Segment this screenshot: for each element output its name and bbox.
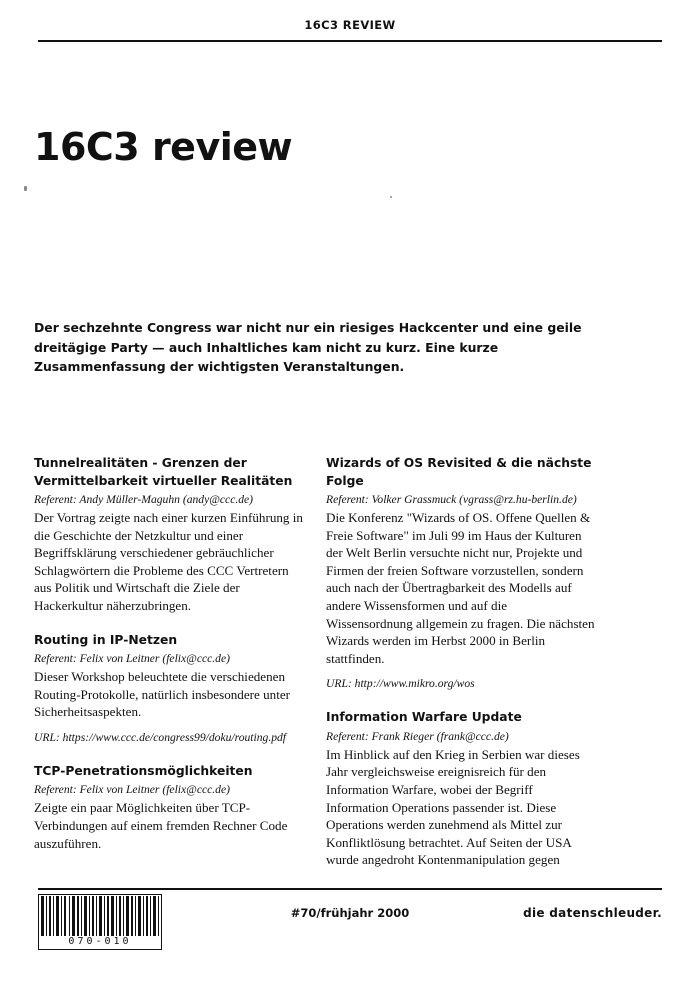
lead-paragraph: Der sechzehnte Congress war nicht nur ein riesiges Hackcenter und eine geile dreitägige Party — auch Inhaltliches kam nicht zu kurz. Eine kurze Zusammenfassung der wichtigsten Veranstaltungen. — [34, 320, 582, 374]
article — [34, 763, 304, 852]
article-referent: Referent: Andy Müller-Maguhn (andy@ccc.de) — [34, 493, 254, 506]
article-body: Dieser Workshop beleuchtete die verschiedenen Routing-Protokolle, natürlich insbesondere unter Sicherheitsaspekten. — [34, 669, 291, 720]
article-referent: Referent: Volker Grassmuck (vgrass@rz.hu-berlin.de) — [326, 493, 577, 506]
article — [326, 709, 596, 869]
scan-speck — [24, 186, 27, 191]
article — [34, 455, 304, 615]
article-body: Im Hinblick auf den Krieg in Serbien war dieses Jahr vergleichsweise ereignisreich für den Information Warfare, wobei der Begriff Information Operations passender ist. Diese Operations werden zunehmend als Mittel zur Konfliktlösung betrachtet. Auf Seiten der USA wurde angedroht Kontenmanipulation gegen — [326, 746, 580, 868]
article-url[interactable]: URL: http://www.mikro.org/wos — [326, 677, 475, 691]
article-body: Zeigte ein paar Möglichkeiten über TCP-Verbindungen auf einem fremden Rechner Code auszuführen. — [34, 800, 288, 851]
article-title: Wizards of OS Revisited & die nächste Folge — [326, 456, 592, 488]
article-body: Die Konferenz "Wizards of OS. Offene Quellen & Freie Software" im Juli 99 im Haus der Kulturen der Welt Berlin versuchte nicht nur, Projekte und Firmen der freien Software vorzustellen, sondern auch nach der Übertragbarkeit des Modells auf andere Wissensformen und auf die Wissensordnung allgemein zu fragen. Die nächsten Wizards werden im Herbst 2000 in Berlin stattfinden. — [326, 510, 595, 666]
article-title: Tunnelrealitäten - Grenzen der Vermittelbarkeit virtueller Realitäten — [34, 456, 293, 488]
page-title: 16C3 review — [34, 125, 293, 170]
article — [326, 455, 596, 692]
imprint-title: die datenschleuder. — [523, 906, 662, 920]
article-title: Routing in IP-Netzen — [34, 632, 178, 647]
article — [34, 632, 304, 746]
article-url[interactable]: URL: https://www.ccc.de/congress99/doku/routing.pdf — [34, 730, 287, 744]
issue-number: #70/frühjahr 2000 — [290, 906, 410, 920]
running-head: 16C3 REVIEW — [304, 18, 396, 32]
article-body: Der Vortrag zeigte nach einer kurzen Einführung in die Geschichte der Netzkultur und einer Begriffsklärung verschiedener gebräuchlicher Schlagwörtern die Probleme des CCC Vertretern aus Politik und Wirtschaft die Ziele der Hackerkultur näherzubringen. — [34, 510, 303, 613]
article-referent: Referent: Frank Rieger (frank@ccc.de) — [326, 729, 509, 743]
article-referent: Referent: Felix von Leitner (felix@ccc.de) — [34, 783, 230, 797]
article-title: Information Warfare Update — [326, 710, 522, 725]
column-right — [326, 455, 596, 886]
header-rule — [38, 40, 662, 42]
article-title: TCP-Penetrationsmöglichkeiten — [34, 763, 253, 778]
footer-rule — [38, 888, 662, 890]
barcode-number: 070-010 — [68, 936, 132, 947]
article-referent: Referent: Felix von Leitner (felix@ccc.de) — [34, 652, 230, 666]
column-left — [34, 455, 304, 869]
scan-speck — [390, 196, 392, 198]
